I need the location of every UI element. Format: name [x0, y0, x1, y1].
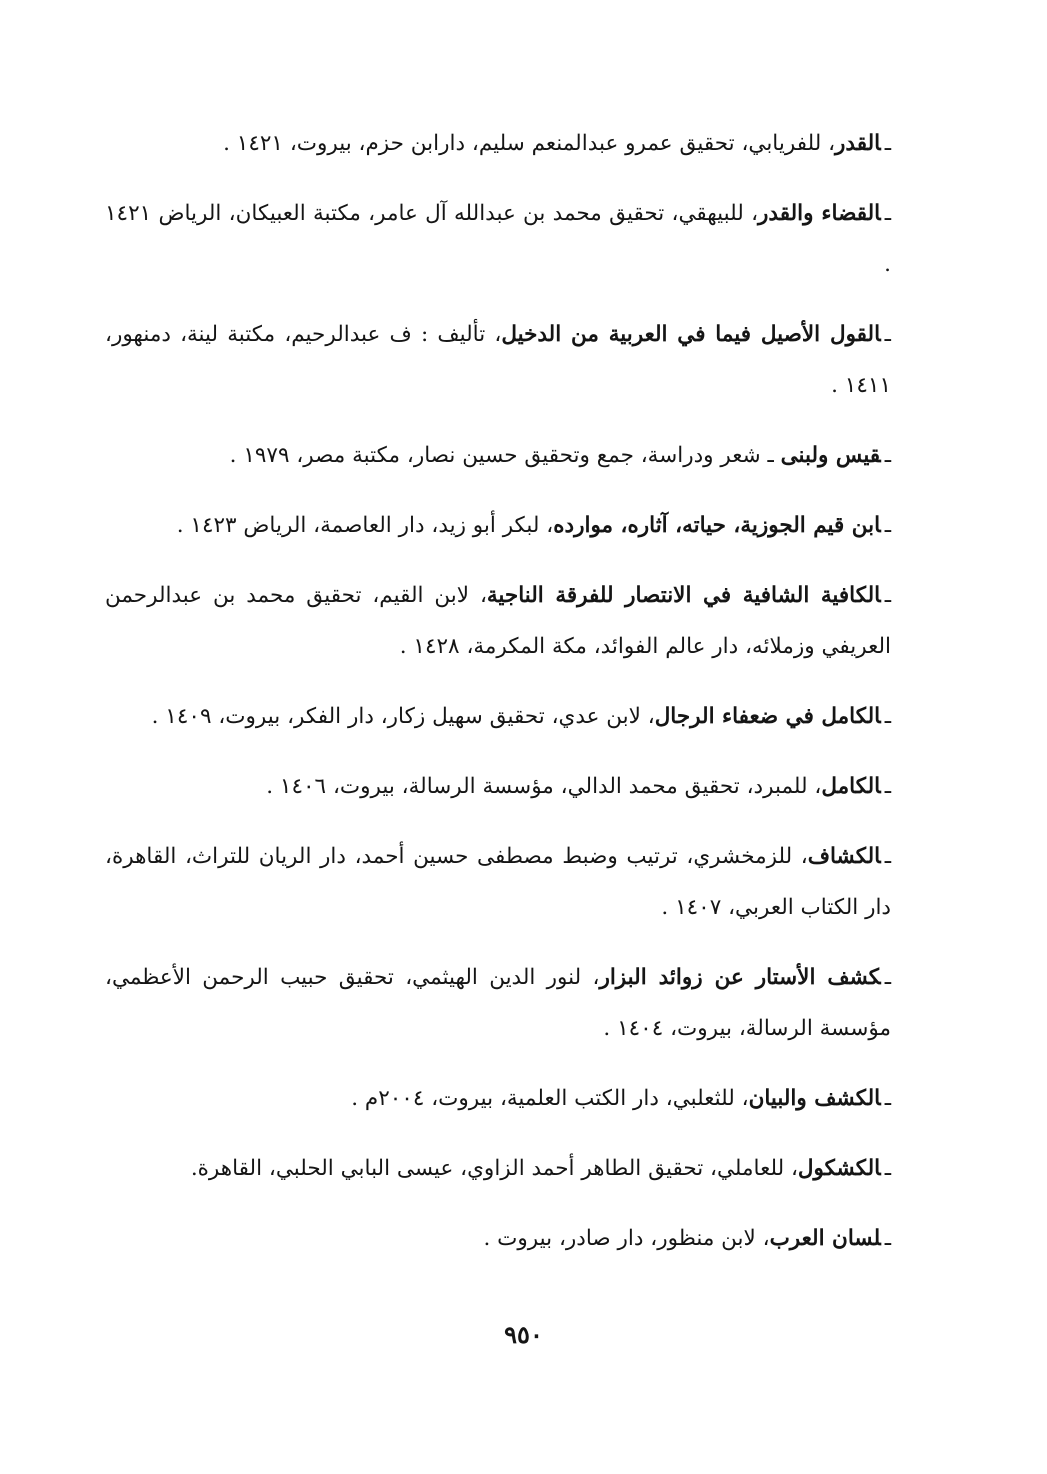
- entry-details: ـ شعر ودراسة، جمع وتحقيق حسين نصار، مكتبة مصر، ١٩٧٩ .: [229, 443, 781, 468]
- entry-dash: ـ: [884, 322, 891, 347]
- entry-details: ، للبيهقي، تحقيق محمد بن عبدالله آل عامر، مكتبة العبيكان، الرياض ١٤٢١ .: [105, 201, 891, 277]
- bibliography-entry: [105, 570, 891, 672]
- entry-details: ، للثعلبي، دار الكتب العلمية، بيروت، ٢٠٠٤م .: [351, 1086, 749, 1111]
- bibliography-entry: [105, 188, 891, 290]
- entry-dash: ـ: [884, 1086, 891, 1111]
- entry-details: ، للمبرد، تحقيق محمد الدالي، مؤسسة الرسالة، بيروت، ١٤٠٦ .: [266, 774, 822, 799]
- entry-title: القدر: [835, 131, 881, 156]
- entry-details: ، للعاملي، تحقيق الطاهر أحمد الزاوي، عيسى البابي الحلبي، القاهرة.: [190, 1156, 798, 1181]
- entry-title: قيس ولبنى: [780, 443, 881, 468]
- entry-title: القول الأصيل فيما في العربية من الدخيل: [501, 322, 881, 347]
- entry-dash: ـ: [884, 1156, 891, 1181]
- entry-details: ، لابن القيم، تحقيق محمد بن عبدالرحمن العريفي وزملائه، دار عالم الفوائد، مكة المكرمة، ١٤٢٨ .: [105, 583, 891, 659]
- entry-title: الكشاف: [807, 844, 881, 869]
- entry-title: ابن قيم الجوزية، حياته، آثاره، موارده: [553, 513, 881, 538]
- entry-details: ، لابن عدي، تحقيق سهيل زكار، دار الفكر، بيروت، ١٤٠٩ .: [151, 704, 655, 729]
- entry-title: الكامل: [821, 774, 881, 799]
- entry-title: لسان العرب: [769, 1226, 881, 1251]
- bibliography-entry: [105, 831, 891, 933]
- bibliography-entry: [105, 1073, 891, 1124]
- entry-dash: ـ: [884, 131, 891, 156]
- entry-dash: ـ: [884, 443, 891, 468]
- entry-dash: ـ: [884, 965, 891, 990]
- entry-dash: ـ: [884, 704, 891, 729]
- entry-details: ، للزمخشري، ترتيب وضبط مصطفى حسين أحمد، دار الريان للتراث، القاهرة، دار الكتاب العربي، ١٤٠٧ .: [105, 844, 891, 920]
- entry-dash: ـ: [884, 201, 892, 226]
- entry-dash: ـ: [884, 583, 891, 608]
- bibliography-entry: [105, 118, 891, 169]
- entry-details: ، لابن منظور، دار صادر، بيروت .: [483, 1226, 770, 1251]
- entry-details: ، تأليف : ف عبدالرحيم، مكتبة لينة، دمنهور، ١٤١١ .: [105, 322, 891, 398]
- entry-dash: ـ: [884, 844, 891, 869]
- entry-dash: ـ: [884, 774, 891, 799]
- entry-dash: ـ: [884, 1226, 891, 1251]
- bibliography-entry: [105, 500, 891, 551]
- entry-details: ، لبكر أبو زيد، دار العاصمة، الرياض ١٤٢٣ .: [176, 513, 554, 538]
- bibliography-entry: [105, 430, 891, 481]
- bibliography-entry: [105, 309, 891, 411]
- bibliography-entry: [105, 761, 891, 812]
- entry-details: ، لنور الدين الهيثمي، تحقيق حبيب الرحمن الأعظمي، مؤسسة الرسالة، بيروت، ١٤٠٤ .: [105, 965, 891, 1041]
- entry-dash: ـ: [884, 513, 891, 538]
- entry-title: الكامل في ضعفاء الرجال: [654, 704, 881, 729]
- bibliography-entry: [105, 1213, 891, 1264]
- bibliography-entry: [105, 691, 891, 742]
- bibliography-entry: [105, 1143, 891, 1194]
- bibliography-entry: [105, 952, 891, 1054]
- entry-title: الكشف والبيان: [748, 1086, 881, 1111]
- entry-title: كشف الأستار عن زوائد البزار: [599, 965, 881, 990]
- page-number: ٩٥٠: [504, 1320, 543, 1349]
- entry-title: القضاء والقدر: [758, 201, 881, 226]
- bibliography-list: [105, 118, 891, 1282]
- entry-title: الكافية الشافية في الانتصار للفرقة الناجية: [486, 583, 881, 608]
- entry-details: ، للفريابي، تحقيق عمرو عبدالمنعم سليم، دارابن حزم، بيروت، ١٤٢١ .: [223, 131, 836, 156]
- entry-title: الكشكول: [797, 1156, 881, 1181]
